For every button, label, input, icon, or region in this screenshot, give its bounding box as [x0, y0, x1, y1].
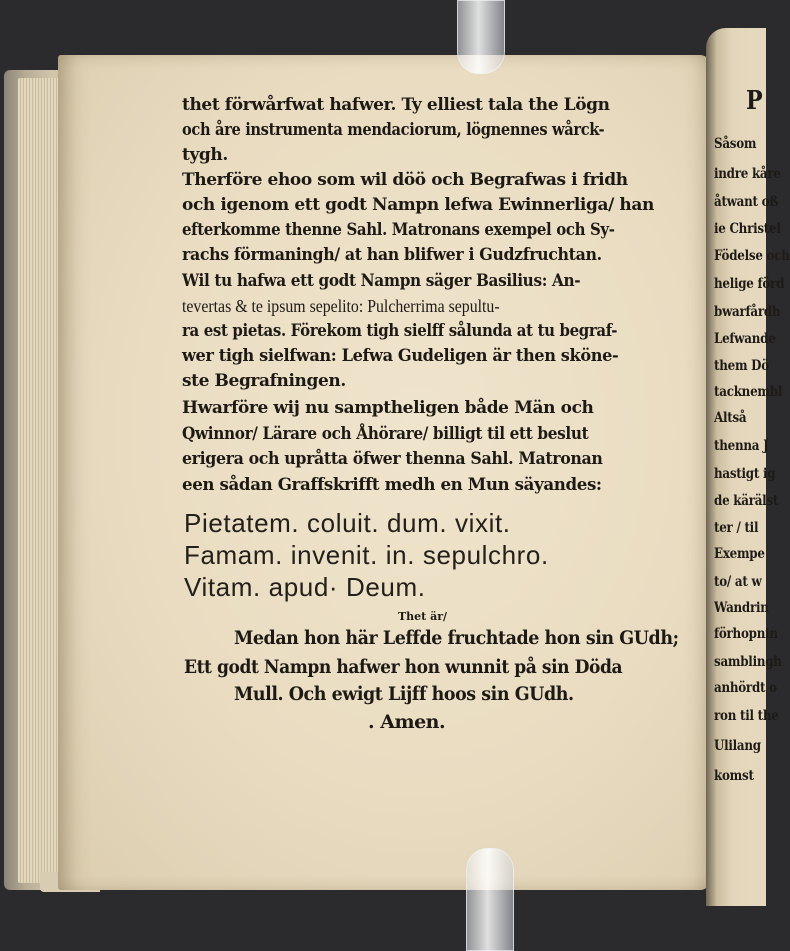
right-page-fragment: Lefwande — [714, 331, 776, 347]
right-page-fragment: hastigt ig — [714, 466, 776, 482]
right-page-fragment: förhopnin — [714, 626, 778, 642]
right-page-fragment: ter / til — [714, 520, 759, 536]
right-page-fragment: Ulilang — [714, 738, 761, 754]
right-page-fragment: helige förd — [714, 276, 785, 292]
drop-initial: P — [746, 86, 763, 116]
right-page-fragment: samblingh — [714, 654, 782, 670]
text-line: een sådan Graffskrifft medh en Mun säyandes: — [182, 475, 602, 495]
page-clip-top — [457, 0, 505, 74]
text-line: ste Begrafningen. — [182, 371, 346, 391]
epitaph-line: Famam. invenit. in. sepulchro. — [184, 540, 549, 570]
right-page — [706, 28, 790, 906]
right-page-fragment: indre kåre — [714, 166, 781, 182]
right-page-fragment: tacknembl — [714, 384, 783, 400]
text-line: Hwarföre wij nu samptheligen både Män och — [182, 398, 594, 418]
text-line: Qwinnor/ Lärare och Åhörare/ billigt til ett beslut — [182, 424, 589, 444]
right-page-fragment: ron til the — [714, 708, 779, 724]
right-page-fragment: Wandrin — [714, 600, 769, 616]
right-page-fragment: them Dö — [714, 358, 769, 374]
text-line: rachs förmaningh/ at han blifwer i Gudzfruchtan. — [182, 245, 602, 265]
text-line: ra est pietas. Förekom tigh sielff sålunda at tu begraf- — [182, 321, 618, 341]
text-line: tevertas & te ipsum sepelito: Pulcherrima sepultu- — [182, 296, 500, 316]
right-page-fragment: Såsom — [714, 136, 757, 152]
verse-line: Medan hon här Leffde fruchtade hon sin GUdh; — [234, 627, 679, 649]
right-page-fragment: to/ at w — [714, 574, 762, 590]
epitaph-line: Vitam. apud· Deum. — [184, 572, 426, 602]
right-page-fragment: thenna J — [714, 438, 769, 454]
text-line: och igenom ett godt Nampn lefwa Ewinnerliga/ han — [182, 195, 654, 215]
right-page-fragment: anhördt o — [714, 680, 777, 696]
text-line: och åre instrumenta mendaciorum, lögnennes wårck- — [182, 120, 605, 140]
right-page-fragment: de kärälst — [714, 493, 779, 509]
text-line: efterkomme thenne Sahl. Matronans exempel och Sy- — [182, 220, 615, 240]
verse-line: . Amen. — [368, 711, 446, 733]
right-page-fragment: Exempe — [714, 546, 765, 562]
right-page-fragment: bwarfårdh — [714, 304, 781, 320]
text-line: wer tigh sielfwan: Lefwa Gudeligen är then sköne- — [182, 346, 619, 366]
text-line: Therföre ehoo som wil döö och Begrafwas i fridh — [182, 170, 628, 190]
text-line: Wil tu hafwa ett godt Nampn säger Basilius: An- — [182, 271, 581, 291]
text-line: erigera och upråtta öfwer thenna Sahl. Matronan — [182, 449, 603, 469]
right-page-fragment: komst — [714, 768, 754, 784]
right-page-fragment: åtwant oß — [714, 194, 779, 210]
right-page-fragment: ie Christel — [714, 221, 781, 237]
right-page-fragment: Altså — [714, 410, 747, 426]
verse-heading: Thet är/ — [398, 610, 448, 623]
text-line: thet förwårfwat hafwer. Ty elliest tala the Lögn — [182, 95, 610, 115]
verse-line: Mull. Och ewigt Lijff hoos sin GUdh. — [234, 683, 574, 705]
text-line: tygh. — [182, 145, 228, 165]
epitaph-line: Pietatem. coluit. dum. vixit. — [184, 508, 511, 538]
verse-line: Ett godt Nampn hafwer hon wunnit på sin Döda — [184, 656, 623, 678]
page-clip-bottom — [466, 848, 514, 951]
right-page-fragment: Födelse och — [714, 248, 790, 264]
left-page — [58, 55, 710, 890]
